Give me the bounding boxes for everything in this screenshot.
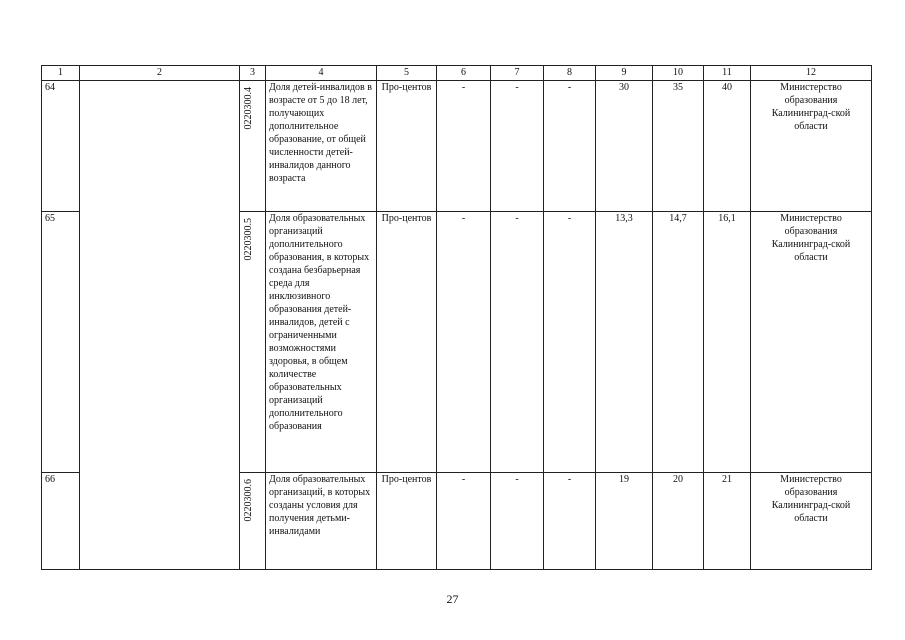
responsible-cell: Министерство образования Калининград-ской области xyxy=(751,212,872,473)
value-col10: 20 xyxy=(653,473,704,570)
header-cell-4: 4 xyxy=(266,66,377,81)
value-col6: - xyxy=(437,212,491,473)
page-number: 27 xyxy=(446,592,459,606)
header-cell-9: 9 xyxy=(596,66,653,81)
value-col7: - xyxy=(491,81,544,212)
header-cell-7: 7 xyxy=(491,66,544,81)
header-cell-12: 12 xyxy=(751,66,872,81)
value-col10: 35 xyxy=(653,81,704,212)
value-col8: - xyxy=(544,212,596,473)
header-cell-3: 3 xyxy=(240,66,266,81)
responsible-cell: Министерство образования Калининград-ской области xyxy=(751,81,872,212)
unit-cell: Про-центов xyxy=(377,212,437,473)
value-col7: - xyxy=(491,212,544,473)
row-number: 64 xyxy=(42,81,80,212)
value-col8: - xyxy=(544,81,596,212)
value-col11: 16,1 xyxy=(704,212,751,473)
indicator-name: Доля образовательных организаций дополнительного образования, в которых создана безбарьерная среда для инклюзивного образования детей-инвалидов, детей с ограниченными возможностями здоровья, в общем количестве образовательных организаций дополнительного образования xyxy=(266,212,377,473)
header-cell-2: 2 xyxy=(80,66,240,81)
header-row xyxy=(42,66,872,81)
value-col11: 40 xyxy=(704,81,751,212)
unit-cell: Про-центов xyxy=(377,473,437,570)
header-cell-10: 10 xyxy=(653,66,704,81)
responsible-cell: Министерство образования Калининград-ской области xyxy=(751,473,872,570)
row-number: 65 xyxy=(42,212,80,473)
value-col6: - xyxy=(437,473,491,570)
indicators-table xyxy=(41,65,872,570)
value-col9: 30 xyxy=(596,81,653,212)
row-number: 66 xyxy=(42,473,80,570)
value-col6: - xyxy=(437,81,491,212)
indicator-code: 0220300.4 xyxy=(243,87,254,130)
value-col8: - xyxy=(544,473,596,570)
table-row xyxy=(42,81,872,212)
header-cell-5: 5 xyxy=(377,66,437,81)
value-col11: 21 xyxy=(704,473,751,570)
indicator-code-cell xyxy=(240,212,266,473)
indicator-code-cell xyxy=(240,473,266,570)
indicator-name: Доля детей-инвалидов в возрасте от 5 до 18 лет, получающих дополнительное образование, от общей численности детей-инвалидов данного возраста xyxy=(266,81,377,212)
unit-cell: Про-центов xyxy=(377,81,437,212)
value-col9: 13,3 xyxy=(596,212,653,473)
header-cell-1: 1 xyxy=(42,66,80,81)
indicator-code-cell xyxy=(240,81,266,212)
value-col10: 14,7 xyxy=(653,212,704,473)
section-cell xyxy=(80,81,240,570)
value-col7: - xyxy=(491,473,544,570)
header-cell-8: 8 xyxy=(544,66,596,81)
header-cell-11: 11 xyxy=(704,66,751,81)
value-col9: 19 xyxy=(596,473,653,570)
indicator-name: Доля образовательных организаций, в которых созданы условия для получения детьми-инвалидами xyxy=(266,473,377,570)
indicator-code: 0220300.6 xyxy=(243,479,254,522)
indicator-code: 0220300.5 xyxy=(243,218,254,261)
header-cell-6: 6 xyxy=(437,66,491,81)
